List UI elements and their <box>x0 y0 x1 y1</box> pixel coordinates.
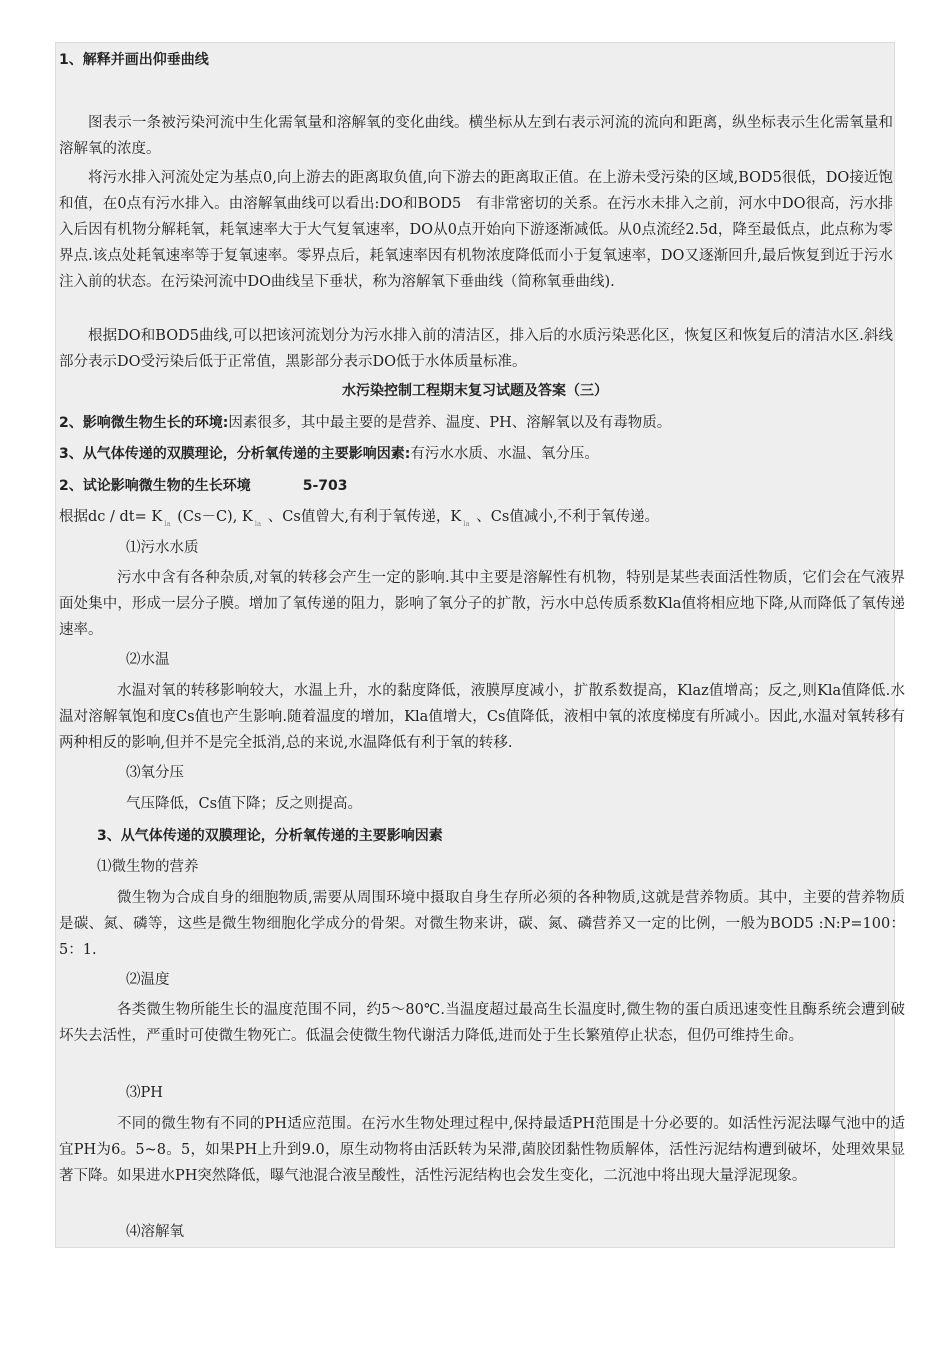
q1-heading: 1、解释并画出仰垂曲线 <box>59 52 209 68</box>
t1-text: 微生物为合成自身的细胞物质,需要从周围环境中摄取自身生存所必须的各种物质,这就是营养物质。其中，主要的营养物质是碳、氮、磷等，这些是微生物细胞化学成分的骨架。对微生物来讲，碳、氮、磷营养又一定的比例，一般为BOD5 :N:P=100：5：1. <box>59 890 905 958</box>
formula-sub-1: la <box>164 520 171 528</box>
q3-text: 有污水水质、水温、氧分压。 <box>410 446 599 462</box>
q3-line <box>59 445 599 463</box>
s3-title: ⑶氧分压 <box>126 765 184 781</box>
q2b-label: 2、试论影响微生物的生长环境 <box>59 478 251 494</box>
t4-title: ⑷溶解氧 <box>126 1224 184 1240</box>
formula-c: 、Cs值曾大,有利于氧传递，K <box>267 509 462 525</box>
q3b-heading: 3、从气体传递的双膜理论，分析氧传递的主要影响因素 <box>97 828 443 844</box>
q3-label: 3、从气体传递的双膜理论，分析氧传递的主要影响因素: <box>59 446 411 462</box>
document-panel <box>55 42 905 1248</box>
formula-a: 根据dc / dt= K <box>59 509 163 525</box>
formula-line <box>59 508 659 533</box>
q2-text: 因素很多，其中最主要的是营养、温度、PH、溶解氧以及有毒物质。 <box>228 415 672 431</box>
t1-title: ⑴微生物的营养 <box>97 859 199 875</box>
q2-label: 2、影响微生物生长的环境: <box>59 415 229 431</box>
document-title: 水污染控制工程期末复习试题及答案（三） <box>342 383 608 399</box>
s1-text: 污水中含有各种杂质,对氧的转移会产生一定的影响.其中主要是溶解性有机物，特别是某些表面活性物质，它们会在气液界面处集中，形成一层分子膜。增加了氧传递的阻力，影响了氧分子的扩散，污水中总传质系数Kla值将相应地下降,从而降低了氧传递速率。 <box>59 570 905 638</box>
q2b-line <box>59 477 348 495</box>
s1-title: ⑴污水水质 <box>126 540 199 556</box>
formula-sub-3: la <box>463 520 470 528</box>
q1-paragraph-2: 将污水排入河流处定为基点0,向上游去的距离取负值,向下游去的距离取正值。在上游未受污染的区域,BOD5很低，DO接近饱和值，在0点有污水排入。由溶解氧曲线可以看出:DO和BOD5 有非常密切的关系。在污水未排入之前，河水中DO很高，污水排入后因有机物分解耗氧，耗氧速率大于大气复氧速率，DO从0点开始向下游逐渐减低。从0点流经2.5d，降至最低点，此点称为零界点.该点处耗氧速率等于复氧速率。零界点后，耗氧速率因有机物浓度降低而小于复氧速率，DO又逐渐回升,最后恢复到近于污水注入前的状态。在污染河流中DO曲线呈下垂状，称为溶解氧下垂曲线（简称氧垂曲线). <box>59 170 893 290</box>
t2-text: 各类微生物所能生长的温度范围不同，约5～80℃.当温度超过最高生长温度时,微生物的蛋白质迅速变性且酶系统会遭到破坏失去活性，严重时可使微生物死亡。低温会使微生物代谢活力降低,进而处于生长繁殖停止状态，但仍可维持生命。 <box>59 1002 905 1044</box>
q1-paragraph-1: 图表示一条被污染河流中生化需氧量和溶解氧的变化曲线。横坐标从左到右表示河流的流向和距离，纵坐标表示生化需氧量和溶解氧的浓度。 <box>59 115 893 157</box>
t3-text: 不同的微生物有不同的PH适应范围。在污水生物处理过程中,保持最适PH范围是十分必要的。如活性污泥法曝气池中的适宜PH为6。5~8。5，如果PH上升到9.0，原生动物将由活跃转为呆滞,菌胶团黏性物质解体，活性污泥结构遭到破坏，处理效果显著下降。如果进水PH突然降低，曝气池混合液呈酸性，活性污泥结构也会发生变化，二沉池中将出现大量浮泥现象。 <box>59 1116 905 1184</box>
q2b-ref: 5-703 <box>302 478 348 494</box>
q1-paragraph-3: 根据DO和BOD5曲线,可以把该河流划分为污水排入前的清洁区，排入后的水质污染恶化区，恢复区和恢复后的清洁水区.斜线部分表示DO受污染后低于正常值，黑影部分表示DO低于水体质量标准。 <box>59 328 893 370</box>
formula-b: (Cs－C), K <box>177 509 253 525</box>
t3-title: ⑶PH <box>126 1085 163 1101</box>
formula-sub-2: la <box>254 520 262 528</box>
s2-title: ⑵水温 <box>126 652 170 668</box>
s2-text: 水温对氧的转移影响较大，水温上升，水的黏度降低，液膜厚度减小，扩散系数提高，Klaz值增高；反之,则Kla值降低.水温对溶解氧饱和度Cs值也产生影响.随着温度的增加，Kla值增大，Cs值降低，液相中氧的浓度梯度有所减小。因此,水温对氧转移有两种相反的影响,但并不是完全抵消,总的来说,水温降低有利于氧的转移. <box>59 683 905 751</box>
q2-line <box>59 414 671 432</box>
t2-title: ⑵温度 <box>126 972 170 988</box>
s3-text: 气压降低，Cs值下降；反之则提高。 <box>126 796 363 812</box>
formula-d: 、Cs值减小,不利于氧传递。 <box>476 509 659 525</box>
